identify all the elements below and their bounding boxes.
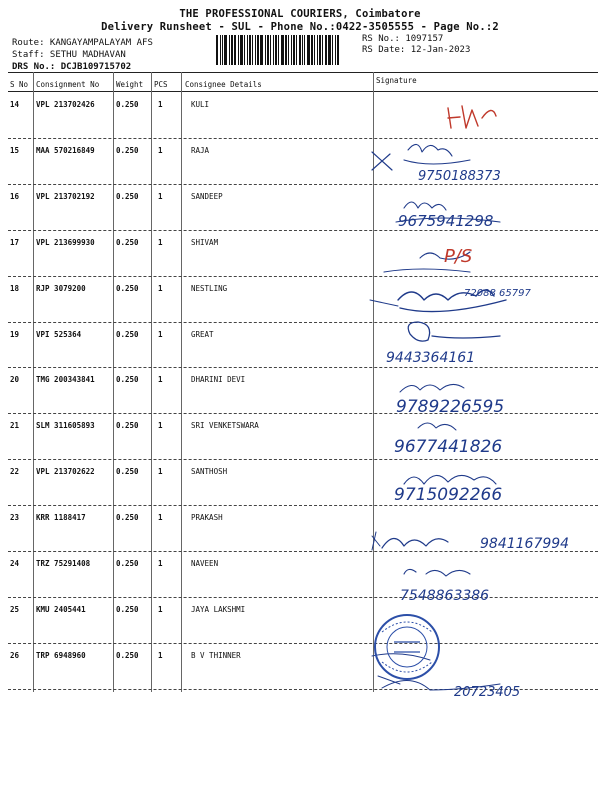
cell-consignee: RAJA — [191, 146, 210, 155]
barcode-bar — [322, 35, 323, 65]
cell-consignment: SLM 311605893 — [36, 421, 95, 430]
barcode-bar — [216, 35, 218, 65]
cell-sno: 16 — [10, 192, 20, 201]
barcode-bar — [335, 35, 336, 65]
cell-sno: 18 — [10, 284, 20, 293]
row-separator — [8, 230, 598, 231]
cell-weight: 0.250 — [116, 100, 139, 109]
signature-scribble — [396, 202, 500, 222]
cell-consignee: PRAKASH — [191, 513, 223, 522]
pen-stroke — [370, 300, 398, 306]
cell-consignment: VPL 213702192 — [36, 192, 95, 201]
cell-weight: 0.250 — [116, 192, 139, 201]
signature-scribble — [448, 106, 496, 128]
barcode-bar — [307, 35, 310, 65]
col-divider — [33, 72, 34, 692]
signature-scribble — [408, 322, 500, 341]
cell-consignment: VPL 213702622 — [36, 467, 95, 476]
barcode-bar — [314, 35, 315, 65]
barcode-bar — [234, 35, 236, 65]
cell-sno: 17 — [10, 238, 20, 247]
cell-pcs: 1 — [158, 651, 163, 660]
cell-sno: 14 — [10, 100, 20, 109]
row-separator — [8, 184, 598, 185]
row-separator — [8, 643, 598, 644]
handwritten-number: 20723405 — [454, 685, 521, 700]
cell-consignee: KULI — [191, 100, 210, 109]
barcode-bar — [240, 35, 243, 65]
cell-sno: 26 — [10, 651, 20, 660]
cell-consignee: NAVEEN — [191, 559, 219, 568]
barcode-bar — [285, 35, 287, 65]
signature-scribble — [404, 569, 470, 576]
cell-consignee: SRI VENKETSWARA — [191, 421, 259, 430]
row-separator — [8, 413, 598, 414]
barcode-bar — [244, 35, 245, 65]
signature-scribble — [404, 475, 496, 484]
cell-consignee: SHIVAM — [191, 238, 219, 247]
barcode-bar — [222, 35, 223, 65]
rs-date: RS Date: 12-Jan-2023 — [362, 45, 471, 55]
handwritten-number: 9677441826 — [394, 437, 503, 457]
cell-pcs: 1 — [158, 559, 163, 568]
cell-consignment: VPL 213702426 — [36, 100, 95, 109]
cell-sno: 22 — [10, 467, 20, 476]
barcode-bar — [278, 35, 279, 65]
cell-consignee: JAYA LAKSHMI — [191, 605, 246, 614]
cell-pcs: 1 — [158, 330, 163, 339]
col-divider — [113, 72, 114, 692]
signature-scribble — [404, 144, 470, 164]
col-header-pcs: PCS — [154, 80, 168, 89]
barcode-bar — [255, 35, 256, 65]
signature-scribble — [398, 290, 506, 312]
cell-sno: 20 — [10, 375, 20, 384]
barcode-bar — [319, 35, 321, 65]
col-header-weight: Weight — [116, 80, 144, 89]
barcode-bar — [325, 35, 327, 65]
handwritten-number: 9715092266 — [394, 485, 503, 505]
cell-weight: 0.250 — [116, 238, 139, 247]
staff-label: Staff: SETHU MADHAVAN — [12, 50, 126, 60]
barcode-bar — [281, 35, 284, 65]
cell-consignment: TRZ 75291408 — [36, 559, 91, 568]
handwritten-number: 9443364161 — [386, 350, 476, 366]
cell-consignee: SANDEEP — [191, 192, 223, 201]
cell-sno: 21 — [10, 421, 20, 430]
cell-consignment: VPI 525364 — [36, 330, 82, 339]
cell-sno: 24 — [10, 559, 20, 568]
barcode-bar — [311, 35, 313, 65]
cell-sno: 23 — [10, 513, 20, 522]
barcode-bar — [296, 35, 297, 65]
signature-scribble — [400, 384, 464, 392]
cell-consignment: KRR 1188417 — [36, 513, 86, 522]
cell-weight: 0.250 — [116, 146, 139, 155]
col-header-consignee: Consignee Details — [185, 80, 262, 89]
cell-consignee: DHARINI DEVI — [191, 375, 246, 384]
barcode-bar — [317, 35, 318, 65]
barcode-bar — [249, 35, 251, 65]
cell-pcs: 1 — [158, 513, 163, 522]
barcode-bar — [288, 35, 289, 65]
barcode-bar — [291, 35, 292, 65]
cell-consignment: KMU 2405441 — [36, 605, 86, 614]
handwritten-number: 9750188373 — [418, 169, 501, 184]
col-divider — [373, 72, 374, 692]
cross-mark — [372, 152, 392, 170]
barcode-bar — [328, 35, 331, 65]
cell-weight: 0.250 — [116, 559, 139, 568]
cell-weight: 0.250 — [116, 284, 139, 293]
barcode-bar — [267, 35, 269, 65]
col-header-sno: S No — [10, 80, 29, 89]
cell-pcs: 1 — [158, 238, 163, 247]
cell-pcs: 1 — [158, 192, 163, 201]
barcode-bar — [260, 35, 263, 65]
cell-consignment: TRP 6948960 — [36, 651, 86, 660]
cell-weight: 0.250 — [116, 651, 139, 660]
cell-consignee: NESTLING — [191, 284, 228, 293]
barcode-bar — [273, 35, 274, 65]
col-header-signature: Signature — [376, 76, 417, 85]
col-header-consignment: Consignment No — [36, 80, 100, 89]
handwritten-number: 72088 65797 — [464, 288, 531, 299]
handwritten-number: 9841167994 — [480, 536, 570, 552]
barcode-bar — [238, 35, 239, 65]
barcode-bar — [265, 35, 266, 65]
cell-consignee: GREAT — [191, 330, 214, 339]
barcode-bar — [220, 35, 221, 65]
col-divider — [181, 72, 182, 692]
cell-consignee: B V THINNER — [191, 651, 241, 660]
row-separator — [8, 689, 598, 690]
cell-pcs: 1 — [158, 100, 163, 109]
runsheet-title: Delivery Runsheet - SUL - Phone No.:0422-3505555 - Page No.:2 — [101, 21, 499, 33]
row-separator — [8, 322, 598, 323]
col-divider — [151, 72, 152, 692]
cell-weight: 0.250 — [116, 330, 139, 339]
handwritten-number: 7548863386 — [400, 588, 490, 604]
barcode-bar — [304, 35, 305, 65]
row-separator — [8, 367, 598, 368]
route-label: Route: KANGAYAMPALAYAM AFS — [12, 38, 153, 48]
rs-number: RS No.: 1097157 — [362, 34, 444, 44]
cell-consignee: SANTHOSH — [191, 467, 228, 476]
table-top-rule — [8, 72, 598, 73]
cell-pcs: 1 — [158, 284, 163, 293]
barcode-bar — [270, 35, 271, 65]
cell-pcs: 1 — [158, 605, 163, 614]
signature-scribble — [382, 538, 448, 548]
barcode-bar — [252, 35, 253, 65]
cell-weight: 0.250 — [116, 605, 139, 614]
barcode-bar — [231, 35, 233, 65]
barcode-bar — [224, 35, 227, 65]
cell-weight: 0.250 — [116, 513, 139, 522]
cell-consignment: RJP 3079200 — [36, 284, 86, 293]
cell-weight: 0.250 — [116, 421, 139, 430]
barcode-bar — [337, 35, 339, 65]
cell-weight: 0.250 — [116, 467, 139, 476]
barcode-bar — [302, 35, 303, 65]
row-separator — [8, 276, 598, 277]
row-separator — [8, 597, 598, 598]
table-header-rule — [8, 91, 598, 92]
barcode-bar — [257, 35, 259, 65]
barcode-bar — [293, 35, 295, 65]
handwritten-number: 9789226595 — [396, 397, 505, 417]
cell-consignment: TMG 200343841 — [36, 375, 95, 384]
barcode-bar — [275, 35, 277, 65]
row-separator — [8, 459, 598, 460]
cell-sno: 25 — [10, 605, 20, 614]
barcode-bar — [247, 35, 248, 65]
cell-weight: 0.250 — [116, 375, 139, 384]
barcode-bar — [299, 35, 301, 65]
cell-pcs: 1 — [158, 467, 163, 476]
row-separator — [8, 505, 598, 506]
barcode-bar — [332, 35, 333, 65]
company-stamp — [372, 612, 442, 682]
row-separator — [8, 138, 598, 139]
cell-consignment: VPL 213699930 — [36, 238, 95, 247]
handwritten-number: P/S — [444, 246, 473, 267]
barcode-bar — [229, 35, 230, 65]
cell-sno: 19 — [10, 330, 20, 339]
drs-number: DRS No.: DCJB109715702 — [12, 62, 132, 72]
signature-scribble — [418, 423, 456, 430]
cell-pcs: 1 — [158, 146, 163, 155]
row-separator — [8, 551, 598, 552]
cell-pcs: 1 — [158, 421, 163, 430]
barcode — [216, 35, 356, 65]
company-title: THE PROFESSIONAL COURIERS, Coimbatore — [179, 8, 421, 20]
cell-pcs: 1 — [158, 375, 163, 384]
handwritten-number: 9675941298 — [398, 212, 494, 230]
cell-consignment: MAA 570216849 — [36, 146, 95, 155]
cell-sno: 15 — [10, 146, 20, 155]
signature-scribble — [384, 252, 470, 272]
